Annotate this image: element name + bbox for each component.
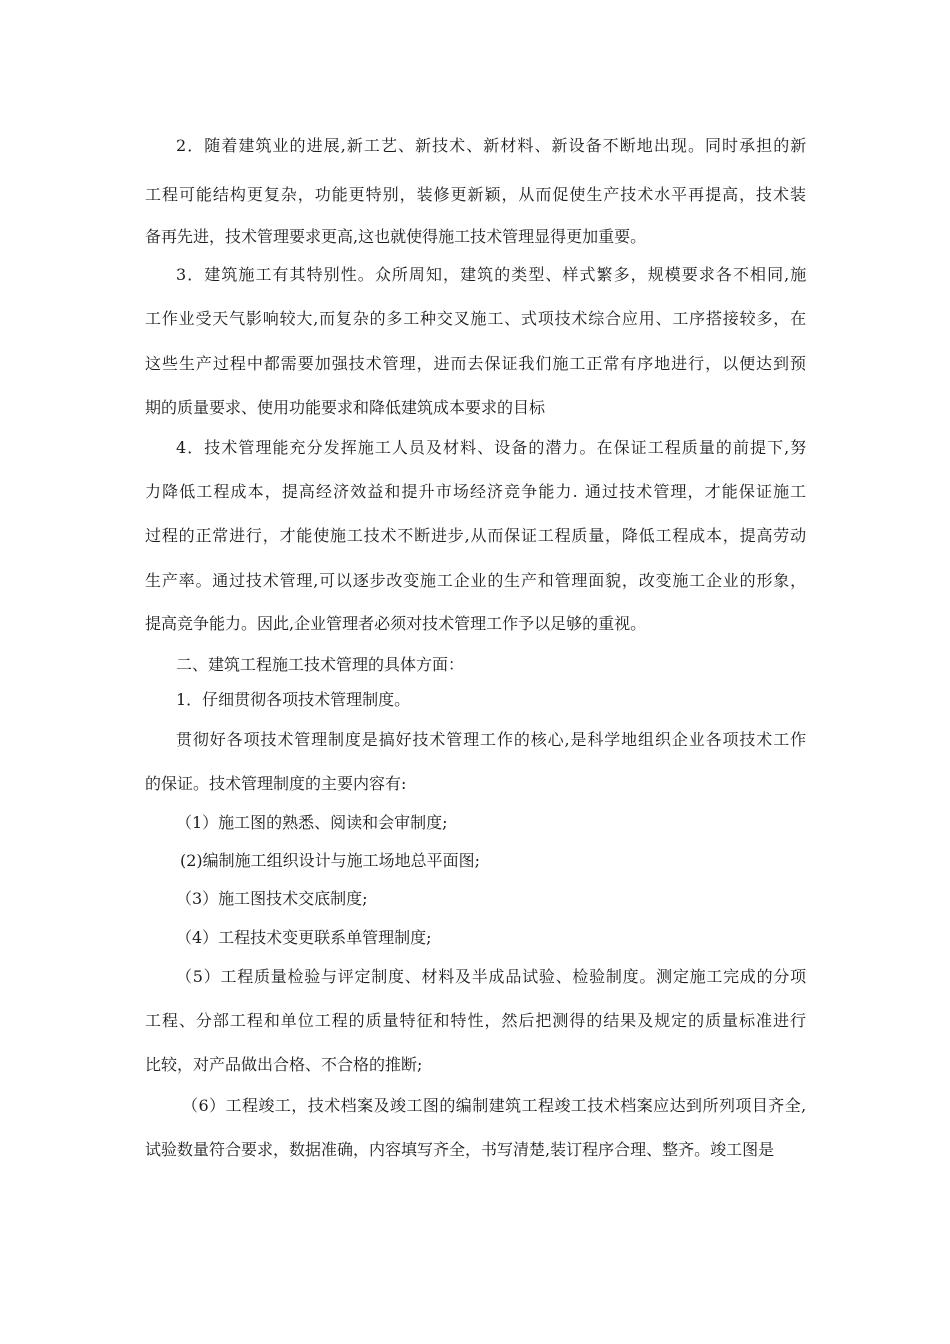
text-line: 1．仔细贯彻各项技术管理制度。 xyxy=(176,690,411,709)
text-line: 工程可能结构更复杂，功能更特别，装修更新颖，从而促使生产技术水平再提高，技术装 xyxy=(145,185,807,204)
text-line: 生产率。通过技术管理,可以逐步改变施工企业的生产和管理面貌，改变施工企业的形象， xyxy=(145,571,807,590)
text-line: 的保证。技术管理制度的主要内容有: xyxy=(145,774,407,793)
text-line: 过程的正常进行，才能使施工技术不断进步,从而保证工程质量，降低工程成本，提高劳动 xyxy=(145,526,807,545)
text-line: 3．建筑施工有其特别性。众所周知，建筑的类型、样式繁多，规模要求各不相同,施 xyxy=(176,265,808,284)
text-line: 2．随着建筑业的进展,新工艺、新技术、新材料、新设备不断地出现。同时承担的新 xyxy=(176,136,808,155)
text-line: （1）施工图的熟悉、阅读和会审制度; xyxy=(176,813,448,832)
text-line: 期的质量要求、使用功能要求和降低建筑成本要求的目标 xyxy=(145,398,546,417)
text-line: 这些生产过程中都需要加强技术管理，进而去保证我们施工正常有序地进行，以便达到预 xyxy=(145,354,807,373)
text-line: 贯彻好各项技术管理制度是搞好技术管理工作的核心,是科学地组织企业各项技术工作 xyxy=(176,730,807,749)
text-line: 力降低工程成本，提高经济效益和提升市场经济竞争能力. 通过技术管理，才能保证施工 xyxy=(145,482,808,501)
text-line: 工作业受天气影响较大,而复杂的多工种交叉施工、式项技术综合应用、工序搭接较多，在 xyxy=(145,309,807,328)
text-line: 提高竞争能力。因此,企业管理者必须对技术管理工作予以足够的重视。 xyxy=(145,614,647,633)
text-line: 备再先进，技术管理要求更高,这也就使得施工技术管理显得更加重要。 xyxy=(145,227,647,246)
text-line: （3）施工图技术交底制度; xyxy=(176,889,368,908)
text-line: (2)编制施工组织设计与施工场地总平面图; xyxy=(180,851,481,870)
text-line: 二、建筑工程施工技术管理的具体方面： xyxy=(176,655,465,674)
text-line: 比较，对产品做出合格、不合格的推断; xyxy=(145,1055,423,1074)
text-line: 工程、分部工程和单位工程的质量特征和特性，然后把测得的结果及规定的质量标准进行 xyxy=(145,1011,807,1030)
text-line: （5）工程质量检验与评定制度、材料及半成品试验、检验制度。测定施工完成的分项 xyxy=(176,967,807,986)
text-line: （4）工程技术变更联系单管理制度; xyxy=(176,928,432,947)
text-line: 试验数量符合要求，数据准确，内容填写齐全，书写清楚,装订程序合理、整齐。竣工图是 xyxy=(145,1140,775,1159)
text-line: 4．技术管理能充分发挥施工人员及材料、设备的潜力。在保证工程质量的前提下,努 xyxy=(176,438,808,457)
text-line: （6）工程竣工，技术档案及竣工图的编制建筑工程竣工技术档案应达到所列项目齐全, xyxy=(182,1096,807,1115)
